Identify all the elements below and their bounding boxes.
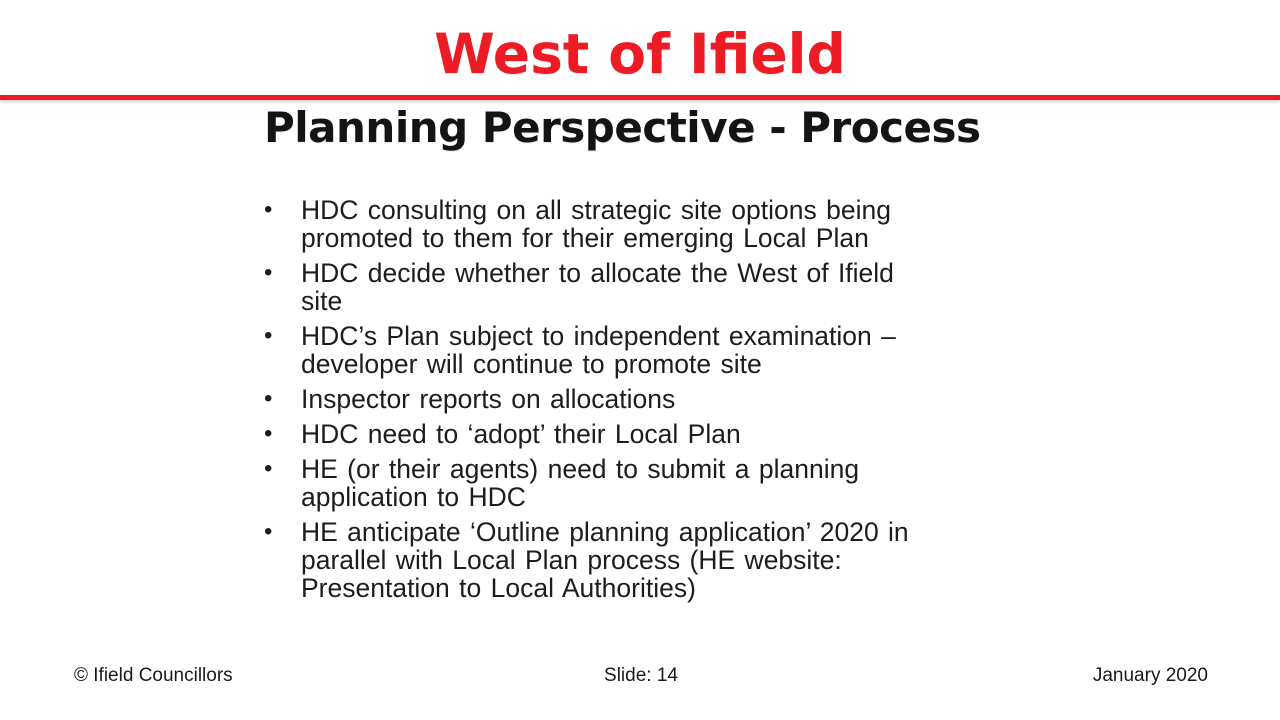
bullet-item (264, 385, 1024, 413)
bullet-line: Inspector reports on allocations (301, 384, 676, 414)
bullet-item (264, 518, 1024, 602)
bullet-text (301, 420, 741, 448)
footer-slide-number: Slide: 14 (604, 665, 678, 686)
footer-copyright: © Ifield Councillors (74, 665, 233, 686)
bullet-marker-icon: • (264, 196, 273, 223)
header-divider-rule (0, 95, 1280, 100)
bullet-marker-icon: • (264, 259, 273, 286)
bullet-line: HE anticipate ‘Outline planning application’ 2020 in (301, 517, 909, 547)
bullet-list (264, 196, 1024, 602)
bullet-line: site (301, 286, 343, 316)
bullet-line: application to HDC (301, 482, 526, 512)
bullet-item (264, 455, 1024, 511)
slide-subtitle: Planning Perspective - Process (264, 103, 981, 152)
bullet-text (301, 322, 896, 378)
bullet-text (301, 385, 675, 413)
bullet-marker-icon: • (264, 518, 273, 545)
bullet-marker-icon: • (264, 420, 273, 447)
bullet-item (264, 420, 1024, 448)
bullet-marker-icon: • (264, 322, 273, 349)
bullet-item (264, 322, 1024, 378)
slide-footer (0, 664, 1280, 688)
bullet-line: Presentation to Local Authorities) (301, 573, 696, 603)
bullet-marker-icon: • (264, 455, 273, 482)
bullet-text (301, 259, 894, 315)
bullet-text (301, 518, 909, 602)
slide-title: West of Ifield (434, 22, 846, 86)
bullet-line: HE (or their agents) need to submit a planning (301, 454, 860, 484)
bullet-line: developer will continue to promote site (301, 349, 762, 379)
slide-header (0, 0, 1280, 95)
bullet-line: HDC consulting on all strategic site options being (301, 195, 891, 225)
bullet-marker-icon: • (264, 385, 273, 412)
footer-date: January 2020 (1092, 665, 1208, 686)
bullet-line: HDC need to ‘adopt’ their Local Plan (301, 419, 741, 449)
bullet-text (301, 196, 891, 252)
bullet-text (301, 455, 859, 511)
bullet-item (264, 259, 1024, 315)
bullet-line: HDC decide whether to allocate the West of Ifield (301, 258, 894, 288)
bullet-line: parallel with Local Plan process (HE website: (301, 545, 842, 575)
bullet-line: promoted to them for their emerging Local Plan (301, 223, 869, 253)
bullet-line: HDC’s Plan subject to independent examination – (301, 321, 896, 351)
bullet-item (264, 196, 1024, 252)
slide-body (264, 102, 1024, 609)
